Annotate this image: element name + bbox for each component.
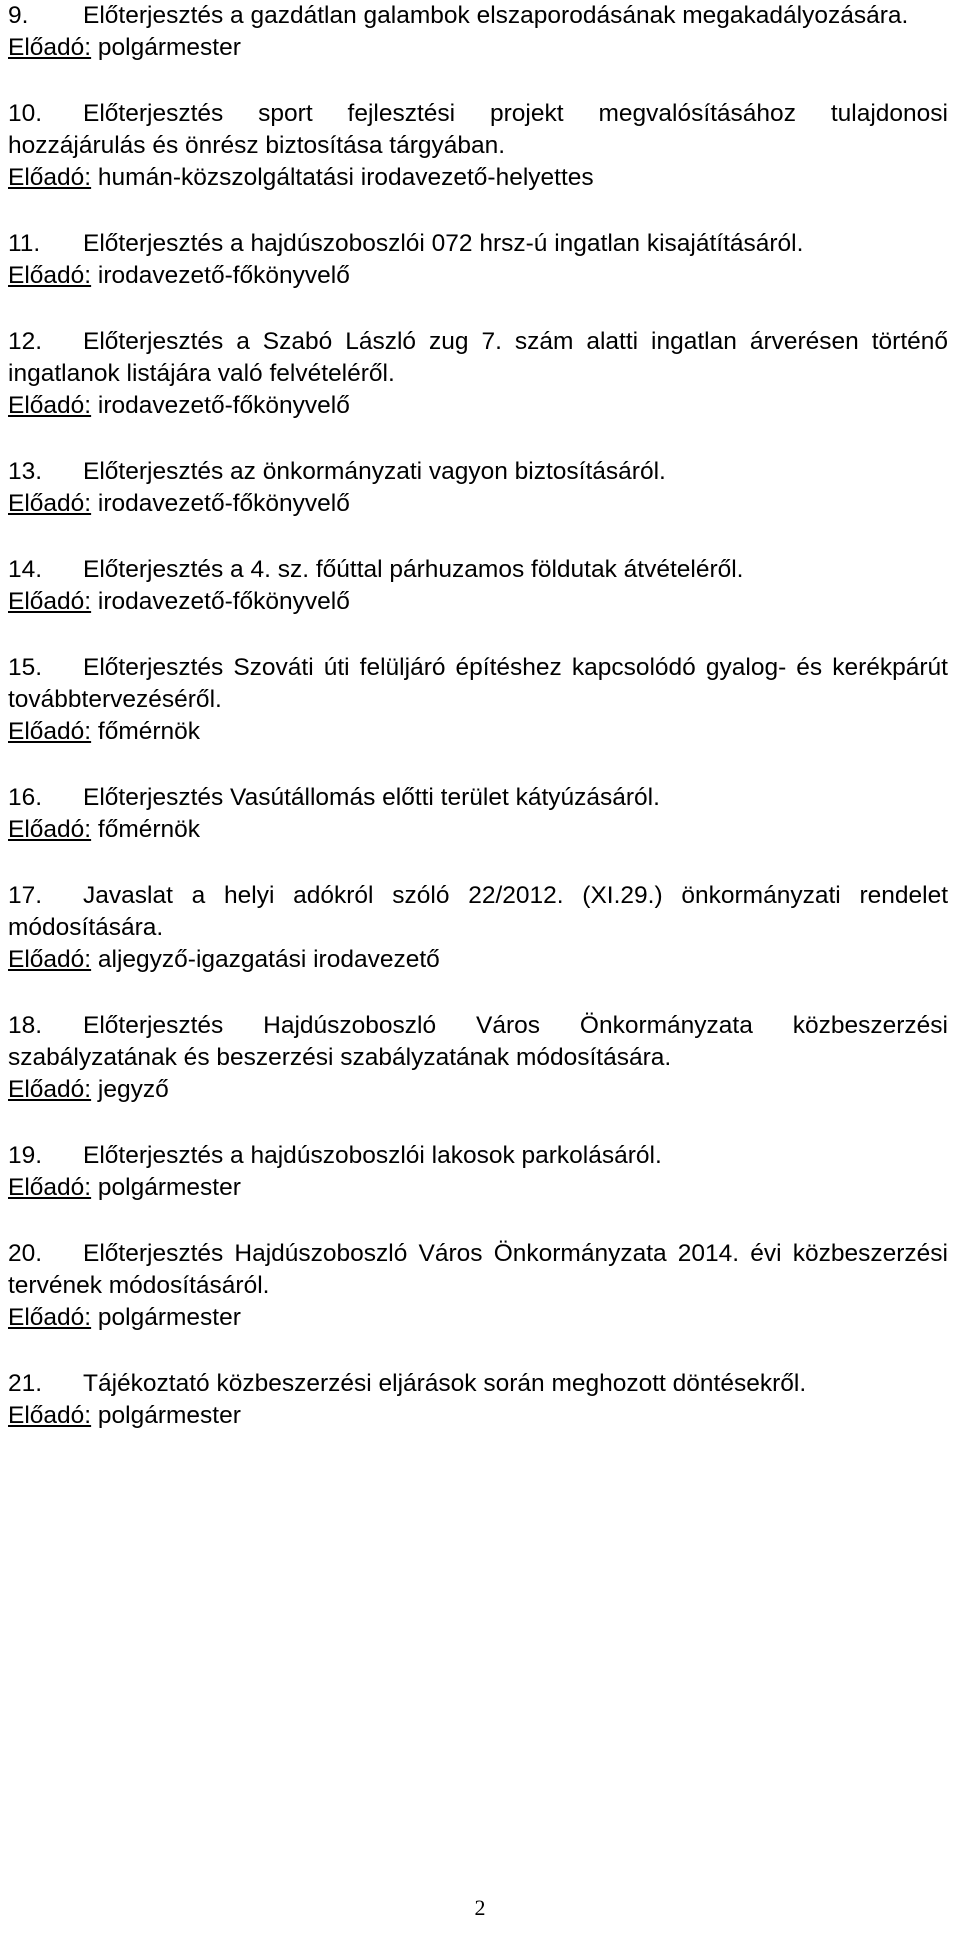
presenter-role: irodavezető-főkönyvelő bbox=[97, 490, 350, 517]
agenda-item bbox=[8, 1368, 948, 1432]
agenda-item-number: 12. bbox=[8, 328, 43, 355]
agenda-item-title: Előterjesztés Hajdúszoboszló Város Önkormányzata közbeszerzési szabályzatának és beszerzési szabályzatának módosítására. bbox=[8, 1012, 948, 1071]
presenter-role: irodavezető-főkönyvelő bbox=[97, 262, 350, 289]
presenter-line bbox=[8, 586, 948, 618]
agenda-item-number: 16. bbox=[8, 784, 43, 811]
agenda-item-title: Tájékoztató közbeszerzési eljárások során meghozott döntésekről. bbox=[83, 1370, 807, 1397]
agenda-item-title: Előterjesztés az önkormányzati vagyon biztosításáról. bbox=[83, 458, 666, 485]
agenda-item-number: 20. bbox=[8, 1240, 43, 1267]
agenda-item-number: 10. bbox=[8, 100, 43, 127]
agenda-item-text bbox=[8, 0, 948, 32]
agenda-item-title: Előterjesztés a hajdúszoboszlói lakosok parkolásáról. bbox=[83, 1142, 662, 1169]
agenda-item-title: Előterjesztés a 4. sz. főúttal párhuzamos földutak átvételéről. bbox=[83, 556, 744, 583]
agenda-item bbox=[8, 0, 948, 64]
presenter-line bbox=[8, 32, 948, 64]
presenter-label: Előadó: bbox=[8, 816, 92, 843]
presenter-line bbox=[8, 944, 948, 976]
presenter-label: Előadó: bbox=[8, 1076, 92, 1103]
agenda-item-title: Előterjesztés a Szabó László zug 7. szám alatti ingatlan árverésen történő ingatlanok listájára való felvételéről. bbox=[8, 328, 948, 387]
presenter-role: aljegyző-igazgatási irodavezető bbox=[97, 946, 440, 973]
presenter-role: polgármester bbox=[97, 1402, 241, 1429]
agenda-item bbox=[8, 782, 948, 846]
presenter-line bbox=[8, 162, 948, 194]
presenter-line bbox=[8, 1074, 948, 1106]
agenda-item bbox=[8, 1238, 948, 1334]
presenter-role: főmérnök bbox=[97, 816, 201, 843]
presenter-label: Előadó: bbox=[8, 588, 92, 615]
agenda-item-text bbox=[8, 326, 948, 390]
presenter-line bbox=[8, 716, 948, 748]
presenter-role: irodavezető-főkönyvelő bbox=[97, 392, 350, 419]
agenda-item-text bbox=[8, 1010, 948, 1074]
agenda-item bbox=[8, 880, 948, 976]
agenda-item bbox=[8, 456, 948, 520]
agenda-item-number: 14. bbox=[8, 556, 43, 583]
presenter-role: irodavezető-főkönyvelő bbox=[97, 588, 350, 615]
presenter-line bbox=[8, 1302, 948, 1334]
presenter-label: Előadó: bbox=[8, 718, 92, 745]
agenda-item-title: Előterjesztés sport fejlesztési projekt megvalósításához tulajdonosi hozzájárulás és önrész biztosítása tárgyában. bbox=[8, 100, 948, 159]
presenter-label: Előadó: bbox=[8, 1174, 92, 1201]
agenda-list bbox=[8, 0, 948, 1466]
agenda-item bbox=[8, 1140, 948, 1204]
agenda-item-number: 11. bbox=[8, 230, 41, 257]
presenter-line bbox=[8, 1400, 948, 1432]
presenter-label: Előadó: bbox=[8, 946, 92, 973]
agenda-item-text bbox=[8, 554, 948, 586]
presenter-label: Előadó: bbox=[8, 262, 92, 289]
agenda-item-number: 9. bbox=[8, 2, 29, 29]
agenda-item-text bbox=[8, 1140, 948, 1172]
presenter-label: Előadó: bbox=[8, 490, 92, 517]
presenter-label: Előadó: bbox=[8, 34, 92, 61]
presenter-label: Előadó: bbox=[8, 1402, 92, 1429]
agenda-item-text bbox=[8, 1368, 948, 1400]
agenda-item-number: 21. bbox=[8, 1370, 43, 1397]
agenda-item-text bbox=[8, 1238, 948, 1302]
agenda-item-text bbox=[8, 782, 948, 814]
agenda-item-title: Előterjesztés Hajdúszoboszló Város Önkormányzata 2014. évi közbeszerzési tervének módosításáról. bbox=[8, 1240, 948, 1299]
presenter-role: főmérnök bbox=[97, 718, 201, 745]
agenda-item-text bbox=[8, 456, 948, 488]
presenter-line bbox=[8, 488, 948, 520]
agenda-item-title: Előterjesztés a hajdúszoboszlói 072 hrsz-ú ingatlan kisajátításáról. bbox=[83, 230, 804, 257]
agenda-item-title: Előterjesztés a gazdátlan galambok elszaporodásának megakadályozására. bbox=[83, 2, 909, 29]
presenter-label: Előadó: bbox=[8, 1304, 92, 1331]
agenda-item bbox=[8, 98, 948, 194]
page-number: 2 bbox=[474, 1895, 486, 1920]
agenda-item-title: Előterjesztés Vasútállomás előtti terület kátyúzásáról. bbox=[83, 784, 660, 811]
agenda-item-text bbox=[8, 98, 948, 162]
presenter-role: polgármester bbox=[97, 1304, 241, 1331]
agenda-item bbox=[8, 326, 948, 422]
agenda-item bbox=[8, 1010, 948, 1106]
presenter-role: polgármester bbox=[97, 34, 241, 61]
presenter-role: humán-közszolgáltatási irodavezető-helyettes bbox=[97, 164, 594, 191]
agenda-item-text bbox=[8, 228, 948, 260]
agenda-item-text bbox=[8, 880, 948, 944]
agenda-item bbox=[8, 228, 948, 292]
agenda-item-title: Előterjesztés Szováti úti felüljáró építéshez kapcsolódó gyalog- és kerékpárút továbbtervezéséről. bbox=[8, 654, 948, 713]
agenda-item-number: 13. bbox=[8, 458, 43, 485]
presenter-label: Előadó: bbox=[8, 392, 92, 419]
presenter-line bbox=[8, 1172, 948, 1204]
agenda-item bbox=[8, 652, 948, 748]
presenter-line bbox=[8, 260, 948, 292]
presenter-role: polgármester bbox=[97, 1174, 241, 1201]
agenda-item-number: 17. bbox=[8, 882, 43, 909]
agenda-item-number: 19. bbox=[8, 1142, 43, 1169]
agenda-item-title: Javaslat a helyi adókról szóló 22/2012. (XI.29.) önkormányzati rendelet módosítására. bbox=[8, 882, 948, 941]
agenda-item-number: 15. bbox=[8, 654, 43, 681]
presenter-role: jegyző bbox=[97, 1076, 169, 1103]
agenda-item bbox=[8, 554, 948, 618]
presenter-label: Előadó: bbox=[8, 164, 92, 191]
presenter-line bbox=[8, 390, 948, 422]
agenda-item-text bbox=[8, 652, 948, 716]
presenter-line bbox=[8, 814, 948, 846]
agenda-item-number: 18. bbox=[8, 1012, 43, 1039]
